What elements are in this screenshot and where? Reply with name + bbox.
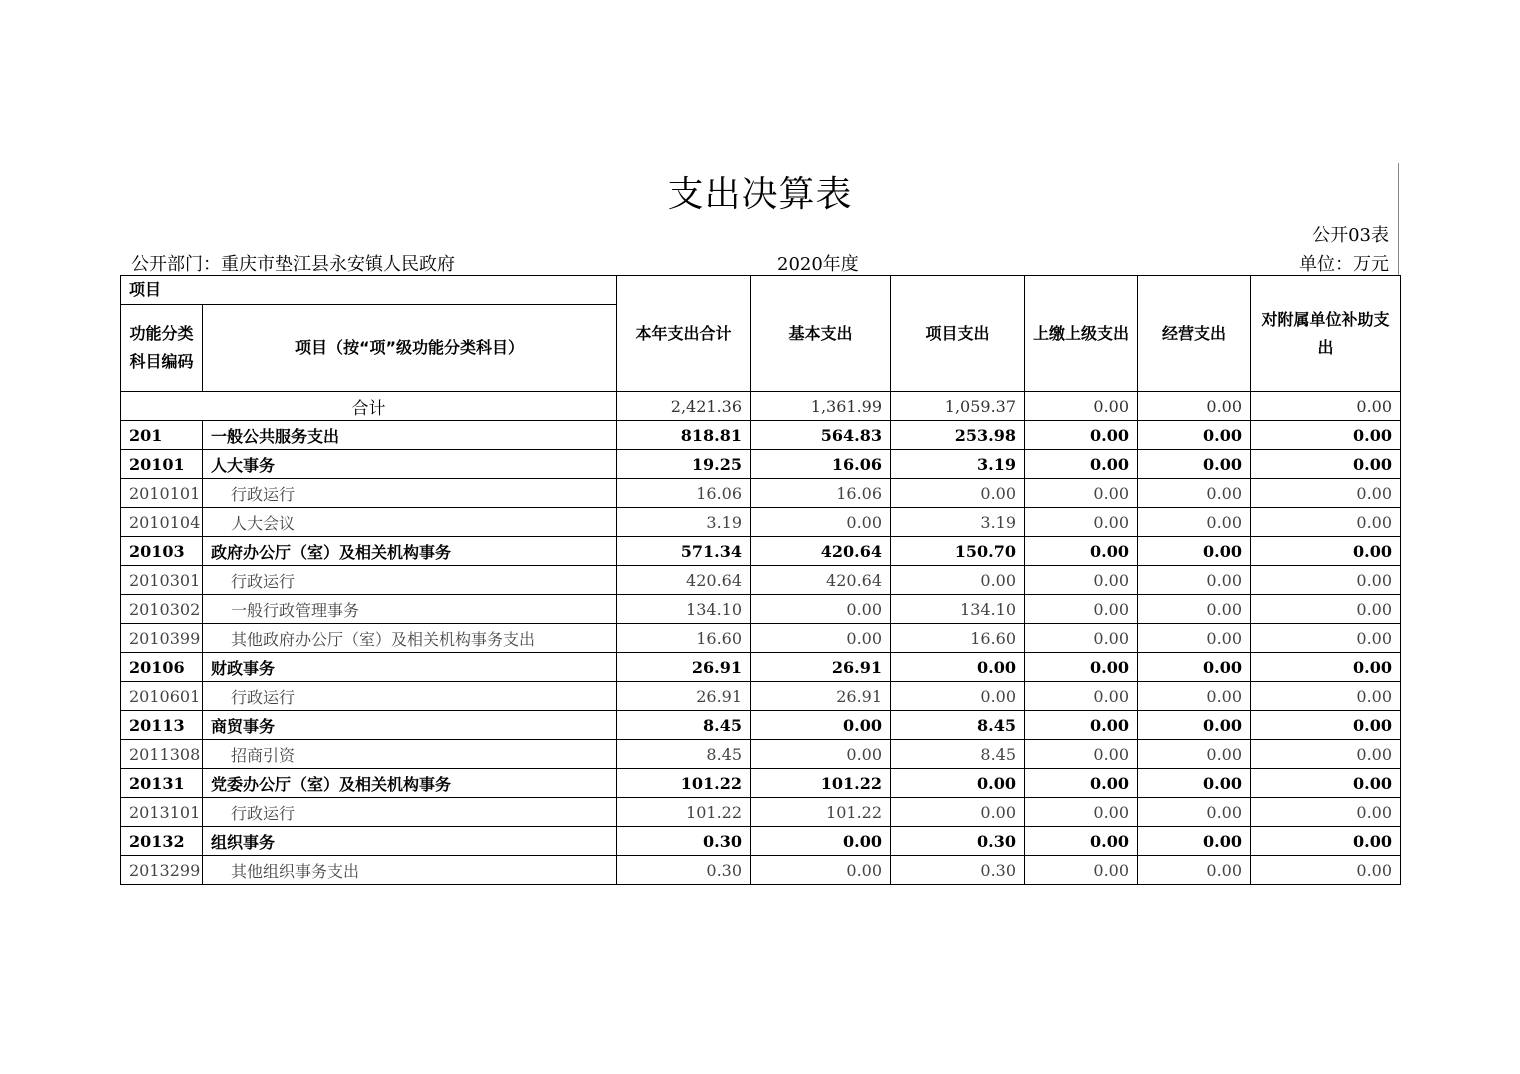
row-code: 2010601 [121,682,203,711]
table-row [121,798,1401,827]
row-value: 0.00 [1251,508,1401,537]
total-cell: 2,421.36 [617,392,751,421]
row-name: 组织事务 [203,827,617,856]
header-basic: 基本支出 [751,276,891,392]
row-value: 0.00 [1138,479,1251,508]
row-value: 0.00 [1025,769,1138,798]
row-value: 0.00 [891,798,1025,827]
row-value: 0.00 [1138,711,1251,740]
row-name: 政府办公厅（室）及相关机构事务 [203,537,617,566]
row-value: 0.00 [1251,798,1401,827]
row-value: 134.10 [617,595,751,624]
row-value: 0.30 [891,827,1025,856]
row-value: 8.45 [891,740,1025,769]
row-code: 2010101 [121,479,203,508]
total-cell: 1,361.99 [751,392,891,421]
row-value: 0.00 [891,769,1025,798]
row-value: 101.22 [751,769,891,798]
row-value: 0.00 [891,653,1025,682]
table-row [121,682,1401,711]
header-upper-payment: 上缴上级支出 [1025,276,1138,392]
total-row [121,392,1401,421]
row-value: 253.98 [891,421,1025,450]
row-value: 0.00 [1025,479,1138,508]
table-row [121,769,1401,798]
row-code: 2010301 [121,566,203,595]
row-value: 0.00 [1025,624,1138,653]
row-value: 0.00 [1138,421,1251,450]
row-value: 0.00 [1138,769,1251,798]
row-value: 0.00 [1138,595,1251,624]
row-code: 20131 [121,769,203,798]
row-name: 商贸事务 [203,711,617,740]
row-name: 其他政府办公厅（室）及相关机构事务支出 [203,624,617,653]
row-code: 2011308 [121,740,203,769]
header-item: 项目（按“项”级功能分类科目） [203,305,617,392]
row-value: 0.00 [1138,740,1251,769]
row-value: 0.30 [617,856,751,885]
row-value: 0.00 [1251,537,1401,566]
table-row [121,537,1401,566]
row-value: 0.00 [1138,450,1251,479]
row-name: 行政运行 [203,682,617,711]
unit-label: 单位：万元 [1299,254,1389,275]
page-title: 支出决算表 [667,174,853,215]
row-value: 0.00 [751,711,891,740]
row-value: 3.19 [891,508,1025,537]
row-value: 0.00 [1025,537,1138,566]
row-value: 0.00 [1251,595,1401,624]
row-value: 420.64 [751,537,891,566]
row-value: 3.19 [891,450,1025,479]
table-row [121,595,1401,624]
row-name: 行政运行 [203,566,617,595]
row-value: 8.45 [617,740,751,769]
row-code: 2010302 [121,595,203,624]
row-value: 0.00 [1251,827,1401,856]
row-value: 3.19 [617,508,751,537]
header-project: 项目 [121,276,617,305]
row-value: 0.00 [1251,653,1401,682]
row-value: 0.00 [1251,856,1401,885]
table-row [121,827,1401,856]
row-name: 人大会议 [203,508,617,537]
table-row [121,566,1401,595]
row-name: 人大事务 [203,450,617,479]
row-value: 26.91 [751,653,891,682]
row-value: 0.00 [1251,769,1401,798]
row-value: 0.00 [1138,682,1251,711]
row-code: 201 [121,421,203,450]
row-value: 0.00 [1251,479,1401,508]
row-code: 20132 [121,827,203,856]
table-row [121,740,1401,769]
total-cell: 0.00 [1025,392,1138,421]
row-name: 招商引资 [203,740,617,769]
row-value: 0.00 [1025,682,1138,711]
row-value: 0.00 [1025,566,1138,595]
row-value: 134.10 [891,595,1025,624]
header-project-expenditure: 项目支出 [891,276,1025,392]
row-value: 0.00 [1138,508,1251,537]
row-name: 其他组织事务支出 [203,856,617,885]
row-name: 行政运行 [203,798,617,827]
row-code: 2013101 [121,798,203,827]
table-row [121,856,1401,885]
row-value: 8.45 [617,711,751,740]
row-value: 0.00 [1025,827,1138,856]
header-code: 功能分类科目编码 [121,305,203,392]
row-value: 0.00 [1138,653,1251,682]
total-cell: 0.00 [1251,392,1401,421]
row-value: 0.00 [1251,566,1401,595]
row-value: 818.81 [617,421,751,450]
row-value: 0.00 [751,508,891,537]
table-row [121,711,1401,740]
row-value: 26.91 [751,682,891,711]
total-cell: 1,059.37 [891,392,1025,421]
row-value: 0.00 [751,624,891,653]
row-value: 0.00 [1025,595,1138,624]
row-value: 0.00 [1025,421,1138,450]
row-value: 16.06 [617,479,751,508]
row-code: 20103 [121,537,203,566]
row-value: 0.00 [1025,653,1138,682]
row-value: 0.30 [891,856,1025,885]
row-value: 0.00 [1025,798,1138,827]
total-label: 合计 [121,392,617,421]
row-value: 16.60 [891,624,1025,653]
table-row [121,508,1401,537]
fiscal-year-label: 2020年度 [777,254,859,275]
row-value: 0.00 [1138,566,1251,595]
row-value: 16.06 [751,450,891,479]
row-value: 564.83 [751,421,891,450]
row-value: 0.00 [1251,421,1401,450]
table-row [121,653,1401,682]
row-value: 101.22 [617,798,751,827]
row-value: 101.22 [617,769,751,798]
table-row [121,479,1401,508]
row-value: 0.00 [1025,450,1138,479]
row-value: 0.00 [1138,537,1251,566]
row-value: 420.64 [617,566,751,595]
row-value: 0.00 [751,740,891,769]
row-value: 8.45 [891,711,1025,740]
row-value: 101.22 [751,798,891,827]
row-code: 2010104 [121,508,203,537]
table-row [121,450,1401,479]
total-cell: 0.00 [1138,392,1251,421]
row-value: 420.64 [751,566,891,595]
row-value: 0.00 [751,827,891,856]
row-name: 行政运行 [203,479,617,508]
row-value: 150.70 [891,537,1025,566]
row-value: 0.00 [1251,450,1401,479]
row-value: 0.00 [891,479,1025,508]
row-value: 0.00 [751,856,891,885]
row-value: 19.25 [617,450,751,479]
row-value: 0.00 [1138,798,1251,827]
row-value: 0.00 [1251,682,1401,711]
row-value: 0.00 [891,682,1025,711]
row-value: 0.00 [1025,740,1138,769]
row-value: 26.91 [617,682,751,711]
row-value: 0.30 [617,827,751,856]
department-label: 公开部门：重庆市垫江县永安镇人民政府 [131,254,455,275]
row-code: 20101 [121,450,203,479]
row-code: 2010399 [121,624,203,653]
table-row [121,624,1401,653]
row-value: 0.00 [1025,711,1138,740]
row-value: 0.00 [1025,508,1138,537]
row-value: 0.00 [1138,827,1251,856]
expenditure-table [120,275,1401,885]
table-row [121,421,1401,450]
row-value: 0.00 [891,566,1025,595]
header-business: 经营支出 [1138,276,1251,392]
header-total: 本年支出合计 [617,276,751,392]
row-code: 2013299 [121,856,203,885]
row-name: 一般行政管理事务 [203,595,617,624]
row-name: 一般公共服务支出 [203,421,617,450]
row-name: 财政事务 [203,653,617,682]
row-value: 0.00 [1025,856,1138,885]
row-value: 0.00 [1251,740,1401,769]
row-value: 16.60 [617,624,751,653]
row-code: 20113 [121,711,203,740]
row-value: 26.91 [617,653,751,682]
row-value: 0.00 [751,595,891,624]
row-value: 0.00 [1251,624,1401,653]
row-value: 0.00 [1138,624,1251,653]
row-value: 571.34 [617,537,751,566]
row-value: 0.00 [1251,711,1401,740]
table-number: 公开03表 [1312,225,1389,246]
row-code: 20106 [121,653,203,682]
header-subsidiary: 对附属单位补助支出 [1251,276,1401,392]
row-value: 0.00 [1138,856,1251,885]
row-name: 党委办公厅（室）及相关机构事务 [203,769,617,798]
row-value: 16.06 [751,479,891,508]
